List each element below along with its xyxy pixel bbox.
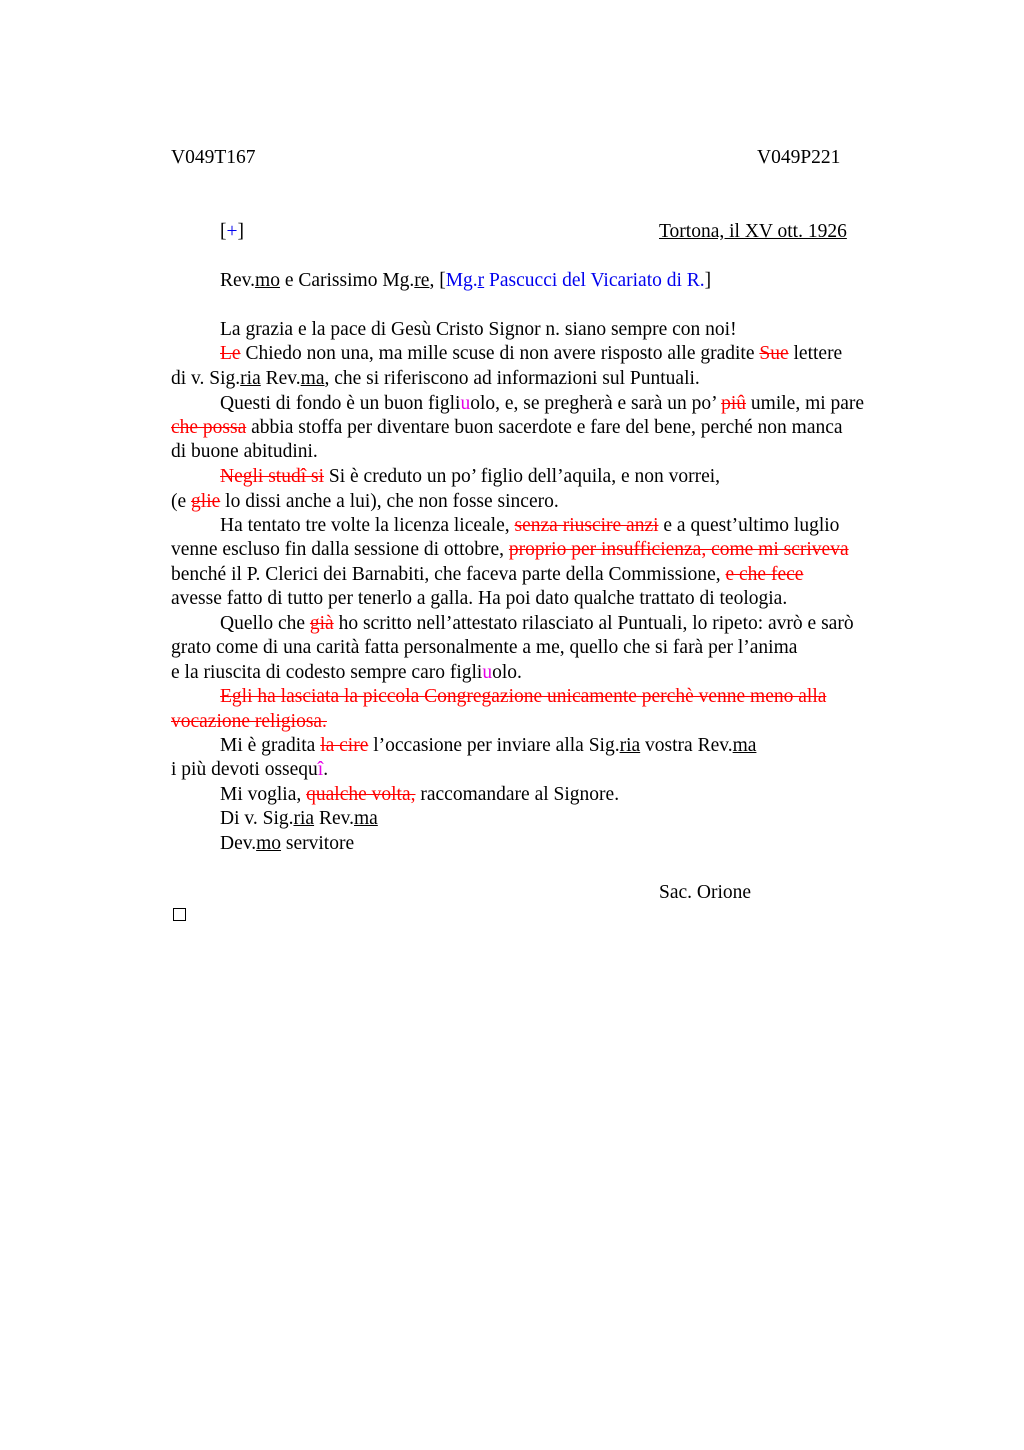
place-date: Tortona, il XV ott. 1926 <box>659 221 847 242</box>
paragraph-3-line-1: Negli studî si Si è creduto un po’ figlio dell’aquila, e non vorrei, <box>220 466 721 487</box>
closing-line-2: Dev.mo servitore <box>220 833 355 854</box>
header-right-code: V049P221 <box>757 147 841 168</box>
paragraph-1-line-2: di v. Sig.ria Rev.ma, che si riferiscono ad informazioni sul Puntuali. <box>171 368 700 389</box>
signature: Sac. Orione <box>659 882 752 903</box>
header-left-code: V049T167 <box>171 147 256 168</box>
paragraph-4-line-2: venne escluso fin dalla sessione di ottobre, proprio per insufficienza, come mi scriveva <box>171 539 849 560</box>
paragraph-6-line-2: vocazione religiosa. <box>171 711 327 732</box>
paragraph-5-line-3: e la riuscita di codesto sempre caro figliuolo. <box>171 662 522 683</box>
closing-line-1: Di v. Sig.ria Rev.ma <box>220 808 378 829</box>
salutation: Rev.mo e Carissimo Mg.re, [Mg.r Pascucci del Vicariato di R.] <box>220 270 712 291</box>
end-marker-box <box>173 908 186 921</box>
cross-mark: [+] <box>220 221 244 242</box>
greeting: La grazia e la pace di Gesù Cristo Signor n. siano sempre con noi! <box>220 319 737 340</box>
paragraph-2-line-2: che possa abbia stoffa per diventare buon sacerdote e fare del bene, perché non manca <box>171 417 843 438</box>
paragraph-8: Mi voglia, qualche volta, raccomandare al Signore. <box>220 784 620 805</box>
paragraph-5-line-1: Quello che già ho scritto nell’attestato rilasciato al Puntuali, lo ripeto: avrò e sarò <box>220 613 854 634</box>
paragraph-2-line-1: Questi di fondo è un buon figliuolo, e, se pregherà e sarà un po’ piû umile, mi pare <box>220 393 865 414</box>
paragraph-1-line-1: Le Chiedo non una, ma mille scuse di non avere risposto alle gradite Sue lettere <box>220 343 843 364</box>
paragraph-4-line-3: benché il P. Clerici dei Barnabiti, che faceva parte della Commissione, e che fece <box>171 564 804 585</box>
paragraph-4-line-4: avesse fatto di tutto per tenerlo a galla. Ha poi dato qualche trattato di teologia. <box>171 588 788 609</box>
paragraph-2-line-3: di buone abitudini. <box>171 441 318 462</box>
paragraph-5-line-2: grato come di una carità fatta personalmente a me, quello che si farà per l’anima <box>171 637 798 658</box>
paragraph-6-line-1: Egli ha lasciata la piccola Congregazione unicamente perchè venne meno alla <box>220 686 827 707</box>
paragraph-3-line-2: (e glie lo dissi anche a lui), che non fosse sincero. <box>171 491 559 512</box>
paragraph-4-line-1: Ha tentato tre volte la licenza liceale, senza riuscire anzi e a quest’ultimo luglio <box>220 515 840 536</box>
paragraph-7-line-2: i più devoti ossequî. <box>171 759 329 780</box>
paragraph-7-line-1: Mi è gradita la cire l’occasione per inviare alla Sig.ria vostra Rev.ma <box>220 735 757 756</box>
